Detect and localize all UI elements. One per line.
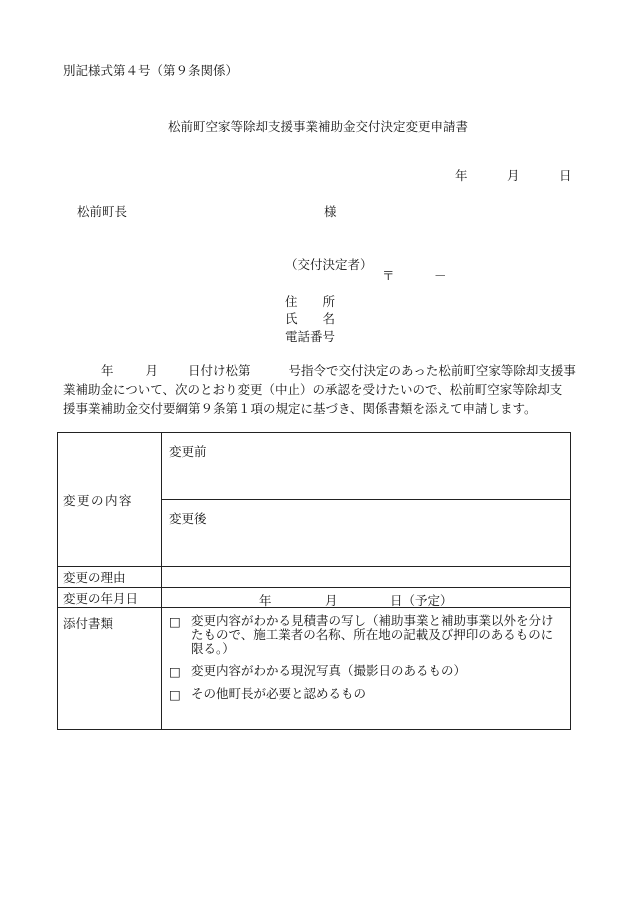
attachment-estimate-line-3: 限る。） (191, 641, 235, 656)
attachments-label: 添付書類 (58, 608, 162, 730)
postal-dash: － (434, 268, 447, 283)
postal-mark: 〒 (382, 268, 395, 283)
change-date-day: 日（予定） (390, 593, 453, 608)
attachments-field (162, 608, 571, 730)
reason-field[interactable] (162, 567, 571, 588)
attachment-item (169, 687, 570, 702)
change-date-month: 月 (325, 593, 338, 608)
statement-day-ref: 日付け松第 (188, 363, 251, 378)
change-date-label: 変更の年月日 (58, 588, 162, 608)
reason-label: 変更の理由 (58, 567, 162, 588)
checkbox-icon[interactable]: □ (169, 614, 181, 629)
application-statement (63, 361, 576, 418)
document-title: 松前町空家等除却支援事業補助金交付決定変更申請書 (168, 119, 469, 134)
attachment-photo: 変更内容がわかる現況写真（撮影日のあるもの） (191, 663, 467, 678)
statement-order: 号指令で交付決定のあった松前町空家等除却支援事 (288, 363, 576, 378)
addressee-name: 松前町長 (77, 204, 128, 219)
statement-line-3: 援事業補助金交付要綱第９条第１項の規定に基づき、関係書類を添えて申請します。 (63, 401, 537, 416)
checkbox-icon[interactable]: □ (169, 687, 181, 702)
attachment-estimate-line-2: たもので、施工業者の名称、所在地の記載及び押印のあるものに (191, 627, 554, 642)
date-month: 月 (507, 168, 520, 183)
change-content-label: 変更の内容 (58, 433, 162, 567)
applicant-heading: （交付決定者） (285, 257, 373, 272)
after-change-field[interactable] (162, 500, 571, 567)
checkbox-icon[interactable]: □ (169, 664, 181, 679)
phone-label: 電話番号 (285, 329, 336, 344)
statement-year: 年 (101, 363, 114, 378)
date-year: 年 (455, 168, 468, 183)
statement-month: 月 (145, 363, 159, 378)
change-date-year: 年 (259, 593, 272, 608)
change-details-table (57, 432, 571, 730)
after-label: 変更後 (169, 511, 207, 526)
addressee-honorific: 様 (324, 204, 337, 219)
statement-line-1 (63, 361, 576, 380)
attachment-item (169, 614, 570, 656)
attachment-estimate-line-1: 変更内容がわかる見積書の写し（補助事業と補助事業以外を分け (191, 613, 554, 628)
date-day: 日 (559, 168, 572, 183)
before-label: 変更前 (169, 444, 207, 459)
statement-line-2: 業補助金について、次のとおり変更（中止）の承認を受けたいので、松前町空家等除却支 (63, 382, 563, 397)
attachment-item (169, 664, 570, 679)
name-label: 氏 名 (285, 311, 336, 326)
form-reference: 別記様式第４号（第９条関係） (63, 63, 239, 78)
address-label: 住 所 (285, 294, 336, 309)
attachment-other: その他町長が必要と認めるもの (191, 686, 367, 701)
before-change-field[interactable] (162, 433, 571, 500)
change-date-field[interactable] (162, 588, 571, 608)
